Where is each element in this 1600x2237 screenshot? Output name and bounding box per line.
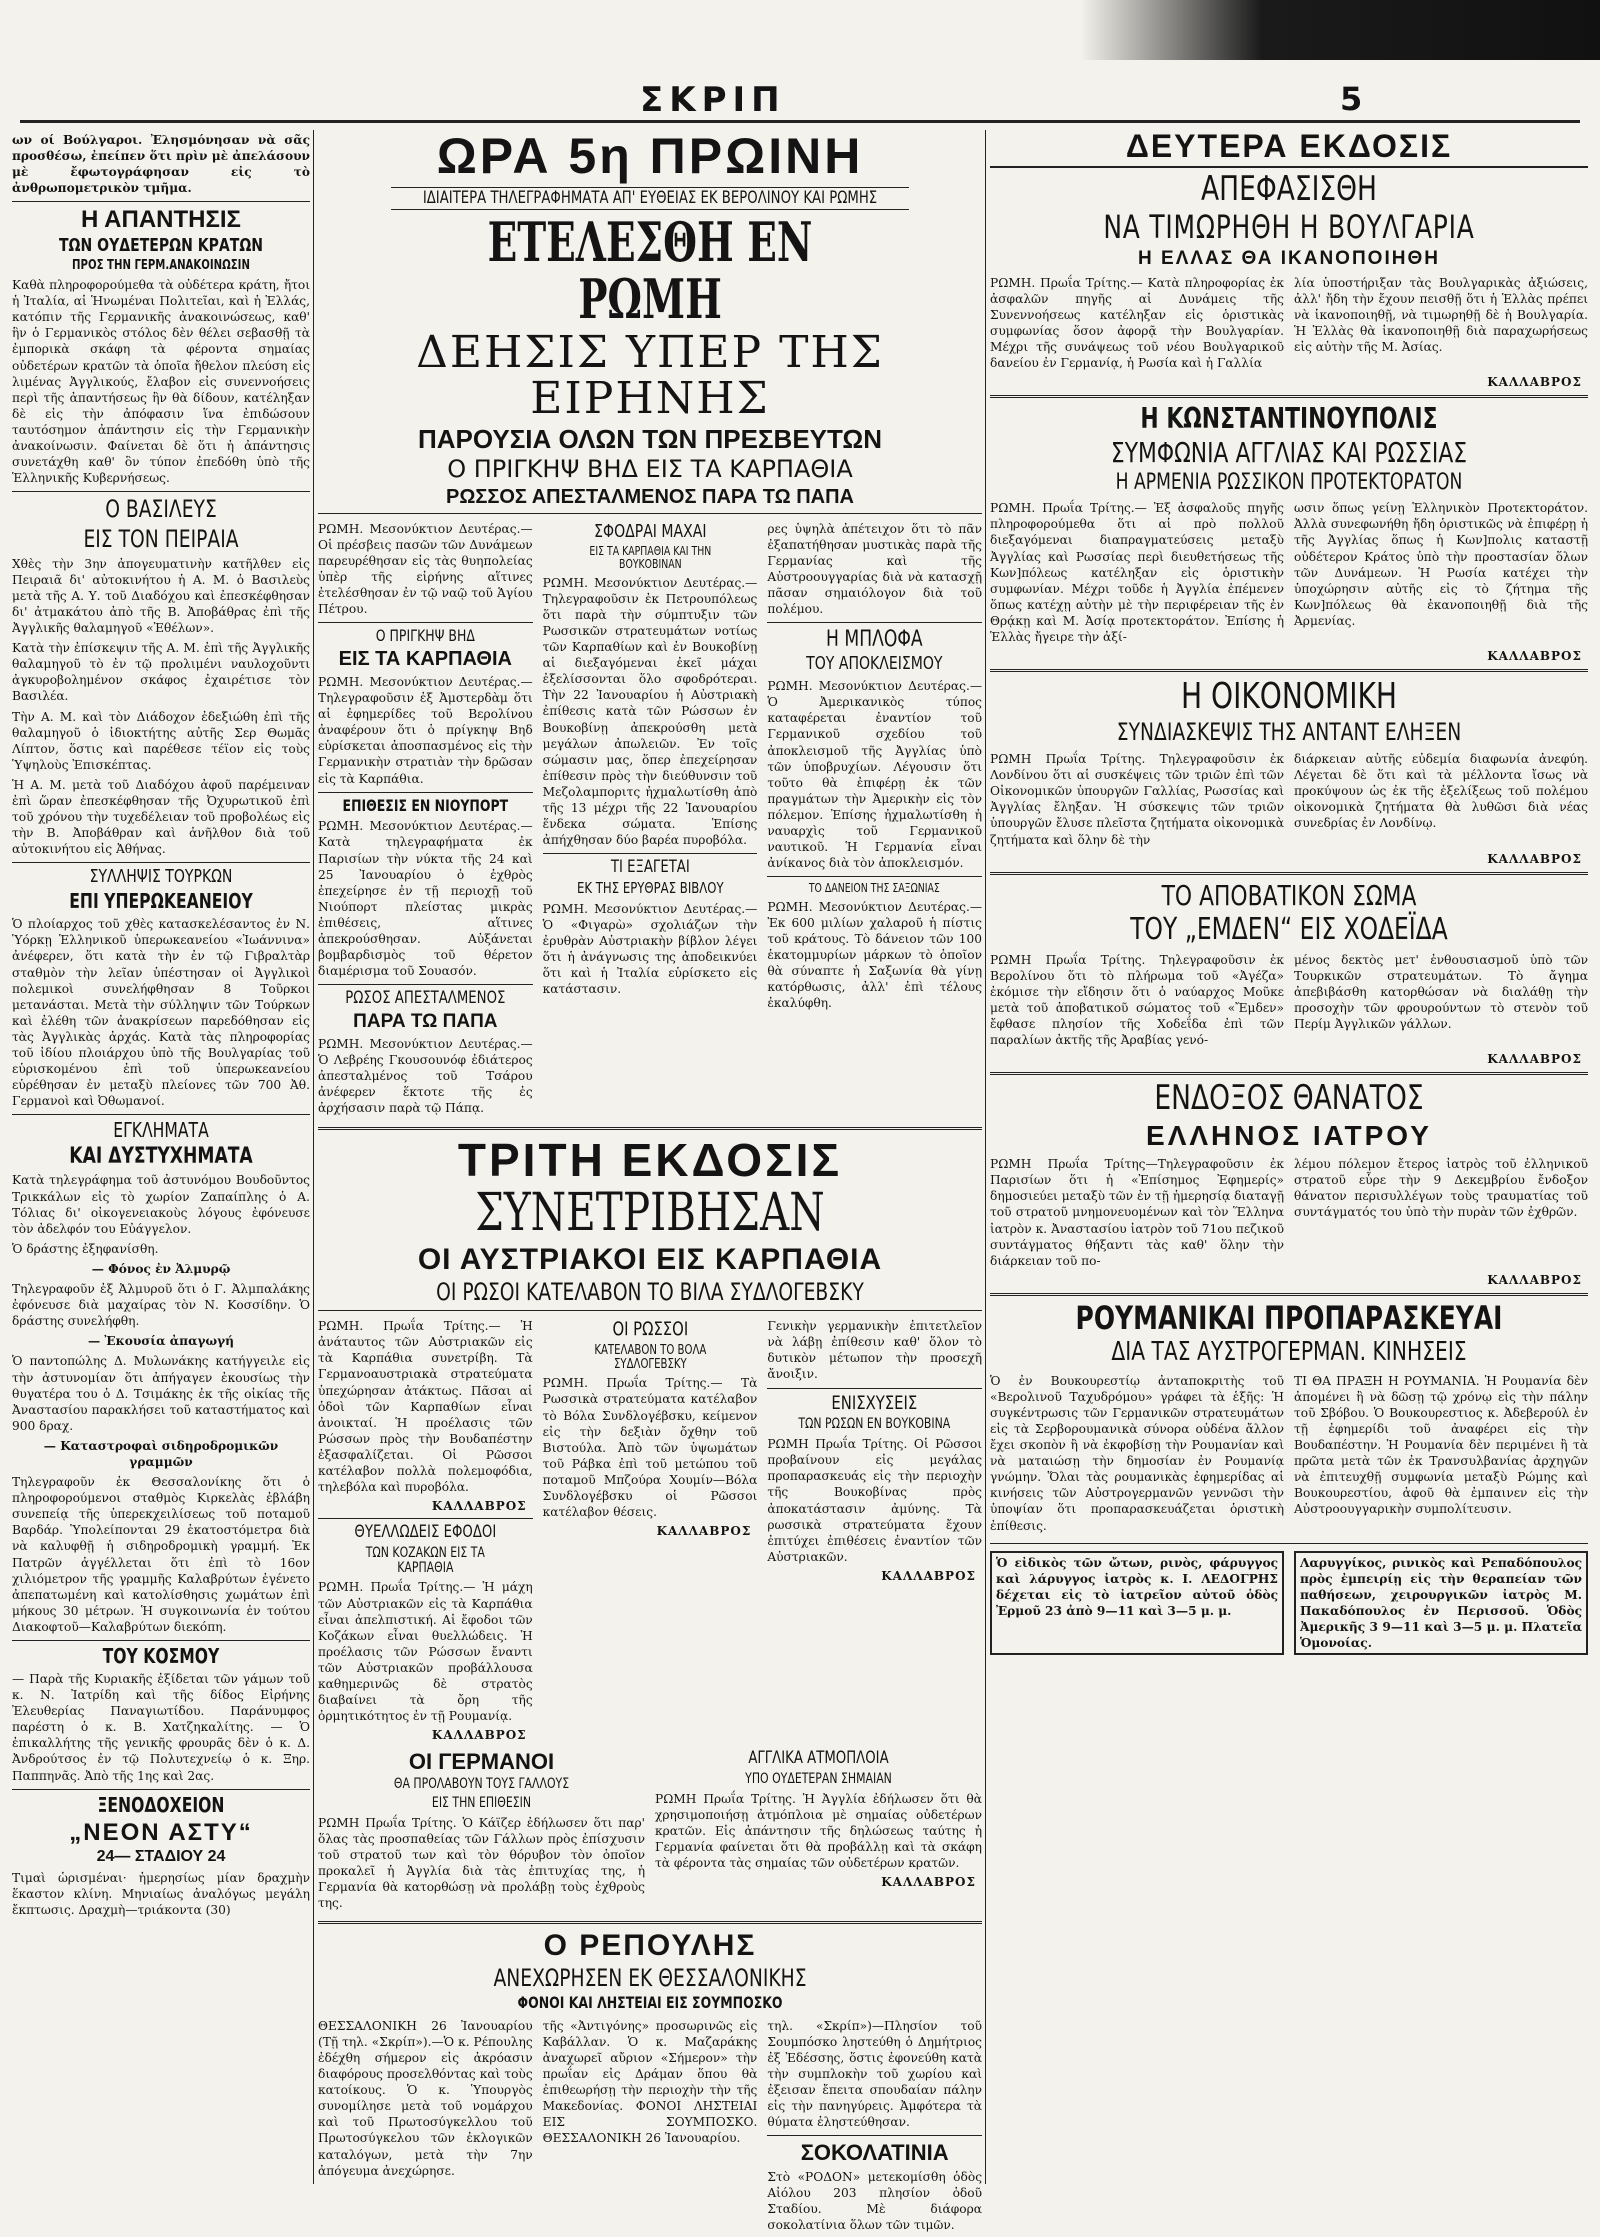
article-body: ΡΩΜΗ. Μεσονύκτιον Δευτέρας.— Κατὰ τηλεγραφήματα ἐκ Παρισίων τὴν νύκτα τῆς 24 καὶ 25 Ἰανουαρίου ὁ ἐχθρὸς ἐπεχείρησε ἐν τῇ περιοχῇ τοῦ Νιούπορτ πλείστας μικρὰς ἐπιθέσεις, αἵτινες ἀπεκρούσθησαν. Αὐξάνεται βομβαρδισμὸς τοῦ θέρετον διαμέρισμα τοῦ Σουασόν.: [318, 819, 533, 979]
divider: [990, 872, 1588, 875]
subheadline: ΤΩΝ ΚΟΖΑΚΩΝ ΕΙΣ ΤΑ ΚΑΡΠΑΘΙΑ: [365, 1545, 485, 1576]
masthead-rule: [20, 120, 1580, 123]
article-body: ΤΙ ΘΑ ΠΡΑΞΗ Η ΡΟΥΜΑΝΙΑ. Ἡ Ρουμανία δὲν ἀπομένει ἢ νὰ δῶσῃ τῷ χρόνῳ εἰς τὴν πάλην τοῦ Σβόβου. Ὁ Βουκουρεστιος κ. Ἀδεβερούλ ἐν τῇ ἐφημερίδι τοῦ ἀναφέρει εἰς τὴν Βουδαπέστην. Ἡ Ρουμανία δὲν περιμένει ἢ τὰ πρῶτα μετὰ τῶν ἐκ Τρανσυλβανίας ἀρχηγῶν νὰ ἐπιτευχθῇ συμφωνία μεταξὺ Ρώμης καὶ Βουκουρεστίου, ἀφοῦ θὰ ἐμπαινεν εἰς τὴν Αὐστροουγγαρικὴν συμπολίτευσιν.: [1294, 1373, 1588, 1517]
article-body: ΡΩΜΗ Πρωΐα Τρίτης. Τηλεγραφοῦσιν ἐκ Λονδίνου ὅτι αἱ συσκέψεις τῶν τριῶν ἐπὶ τῶν Οἰκονομικῶν ὑπουργῶν Γαλλίας, Ρωσσίας καὶ Ἀγγλίας ἔληξαν. Ἡ σύσκεψις τῶν τριῶν ὑπουργῶν ἔλυσε πλεῖστα ζητήματα οἰκονομικὰ ζητήματα καὶ ὅλην δὲ τὴν: [990, 752, 1284, 847]
article-body: τῆς «Ἀντιγόνης» προσωρινῶς εἰς Καβάλλαν. Ὁ κ. Μαζαράκης ἀναχωρεῖ αὔριον «Σήμερον» τὴν πρωΐαν εἰς Δράμαν ὅπου θὰ ἐπιθεωρήσῃ τὴν περιοχὴν τὴν τῆς Μακεδονίας. ΦΟΝΟΙ ΛΗΣΤΕΙΑΙ ΕΙΣ ΣΟΥΜΠΟΣΚΟ. ΘΕΣΣΑΛΟΝΙΚΗ 26 Ἰανουαρίου.: [542, 2018, 758, 2146]
divider: [767, 876, 982, 877]
article-body: Κατὰ τὴν ἐπίσκεψιν τῆς Α. Μ. ἐπὶ τῆς Ἀγγλικῆς θαλαμηγοῦ τὸ ἐν τῷ προλιμένι ναυλοχοῦντι ἀγκυροβολημένον σκάφος ἐχαιρέτισε τὸν Βασιλέα.: [12, 641, 310, 704]
column-divider: [985, 130, 986, 2184]
headline: ΤΟ ΔΑΝΕΙΟΝ ΤΗΣ ΣΑΞΩΝΙΑΣ: [809, 881, 941, 896]
article-row: [990, 498, 1588, 649]
byline: ΚΑΛΛΑΒΡΟΣ: [1487, 851, 1582, 866]
article-row: [990, 1154, 1588, 1273]
article-body: ΡΩΜΗ. Μεσονύκτιον Δευτέρας.— Ὁ Λεβρέης Γκουσουνόφ ἐδιάτερος ἀπεσταλμένος τοῦ Τσάρου ἀνέφερεν ἕκτοτε τῆς ἐς ἀρχήσασιν παρὰ τῷ Πάπᾳ.: [318, 1037, 533, 1116]
subheadline: ΕΠΙ ΥΠΕΡΩΚΕΑΝΕΙΟΥ: [69, 889, 253, 914]
subheadline: ΣΥΜΦΩΝΙΑ ΑΓΓΛΙΑΣ ΚΑΙ ΡΩΣΣΙΑΣ: [1110, 435, 1468, 469]
article-body: ΡΩΜΗ. Πρωΐα Τρίτης.— Ἡ ἀνάταυτος τῶν Αὐστριακῶν εἰς τὰ Καρπάθια συνετρίβη. Τὰ Γερμανοαυστριακὰ στρατεύματα ὑπεχώρησαν ἀτάκτως. Πᾶσαι αἱ ὁδοὶ τῶν Καρπαθίων εἶναι ἀνοικταί. Ἡ προέλασις τῶν Ρώσσων πρὸς τὴν Βουδαπέστην ἐξασφαλίζεται. Οἱ Ρῶσσοι κατέλαβον πολλὰ πολεμοφόδια, τηλεβόλα καὶ πυροβόλα.: [318, 1319, 533, 1495]
article-body: ΡΩΜΗ. Πρωΐα Τρίτης.— Ἡ μάχη τῶν Αὐστριακῶν εἰς τὰ Καρπάθια εἶναι ἀπελπιστική. Αἱ ἔφοδοι τῶν Κοζάκων εἶναι θυελλώδεις. Ἡ προέλασις τῶν Ρώσσων ἔναντι τῶν Αὐστριακῶν προβάλλουσα καθημερινῶς δὲ στρατὸς διαβαίνει τὰ ὄρη τῆς ὀρμητικότητος ἐν τῇ Ρουμανίᾳ.: [318, 1580, 533, 1724]
ad-box: Λαρυγγίκος, ρινικὸς καὶ Ρεπαδόπουλος πρὸς ἐμπειρίῃ εἰς τὴν θεραπείαν τῶν παθήσεων, χειρουργικῶν ἰατρὸς Μ. Πακαδόπουλος ἐν Περισσοῦ. Ὁδὸς Ἀμερικῆς 3 9—11 καὶ 3—5 μ. μ. Πλατεῖα Ὁμονοίας.: [1294, 1551, 1588, 1656]
article-body: ΡΩΜΗ Πρωΐα Τρίτης. Ὁ Κάϊζερ ἐδήλωσεν ὅτι παρ' ὅλας τὰς προσπαθείας τῶν Γάλλων πρὸς ἐπίσχυσιν τοῦ στρατοῦ των καὶ τὸν θόρυβον τὸν ὁποῖον προκαλεῖ ἡ Ἀγγλία διὰ τὰς ἐπιτυχίας της, ἡ Γερμανία θὰ κατορθώσῃ νὰ προλάβῃ τοὺς ἐχθροὺς της.: [318, 1815, 645, 1911]
article-column: [767, 1316, 982, 1746]
article-row: [318, 2016, 982, 2237]
article-body: ΡΩΜΗ. Πρωΐα Τρίτης.— Κατὰ πληροφορίας ἐκ ἀσφαλῶν πηγῆς αἱ Δυνάμεις τῆς Συνεννοήσεως κατέληξαν εἰς ὁριστικὰς συμφωνίας ὅσον ἀφορᾷ τὴν Βουλγαρίαν. Μέχρι τῆς συνάψεως τοῦ νέου Βουλγαρικοῦ δανείου ἐν Γερμανίᾳ, ἡ Ρωσία καὶ ἡ Γαλλία: [990, 275, 1284, 371]
headline: Η ΑΠΑΝΤΗΣΙΣ: [81, 206, 241, 234]
edition-headline: ΩΡΑ 5η ΠΡΩΙΝΗ: [436, 128, 864, 184]
subheadline: ΕΛΛΗΝΟΣ ΙΑΤΡΟΥ: [1146, 1119, 1432, 1151]
ad-address: 24— ΣΤΑΔΙΟΥ 24: [96, 1847, 226, 1865]
headline: ΤΟΥ ΚΟΣΜΟΥ: [102, 1644, 220, 1669]
ad-hotel-name: „ΝΕΟΝ ΑΣΤΥ“: [69, 1818, 253, 1846]
headline: ΟΙ ΓΕΡΜΑΝΟΙ: [408, 1749, 555, 1775]
article-body: — Παρὰ τῆς Κυριακῆς ἐξίδεται τῶν γάμων τοῦ κ. Ν. Ἰατρίδη καὶ τῆς δίδος Εἰρήνης Ἐλευθερίας Παναγιωτίδου. Παράνυμφος παρέστη ὁ κ. Β. Χατζηκαλίτης. — Ὁ ἐπικαλλήτης τῆς γενικῆς φρουρᾶς δὲν ὁ κ. Δ. Ἀνδρούτσος ἐν τῷ Πολυτεχνείῳ ὁ κ. Ξηρ. Παππηνᾶς. Ἀπὸ τῆς 1ης καὶ 2ας.: [12, 1672, 310, 1783]
headline: ΔΕΗΣΙΣ ΥΠΕΡ ΤΗΣ ΕΙΡΗΝΗΣ: [416, 326, 884, 424]
article-body: ΘΕΣΣΑΛΟΝΙΚΗ 26 Ἰανουαρίου (Τῇ τηλ. «Σκρίπ»).—Ὁ κ. Ρέπουλης ἐδέχθη σήμερον εἰς ἀκρόασιν διαφόρους προσελθόντας καὶ τοὺς κατοίκους. Ὁ κ. Ὑπουργὸς συνομίλησε μετὰ τοῦ νομάρχου καὶ τοῦ Πρωτοσύγκελλου τοῦ Πρωτοσύγκελου τῶν ἐκλογικῶν καταλόγων, μετὰ τὴν 7ην ἀπόγευμα ἀνεχώρησε.: [318, 2018, 533, 2178]
divider: [990, 395, 1588, 398]
subheadline: ΘΑ ΠΡΟΛΑΒΟΥΝ ΤΟΥΣ ΓΑΛΛΟΥΣ: [393, 1776, 570, 1793]
headline: Ο ΡΕΠΟΥΛΗΣ: [543, 1929, 757, 1963]
divider: [767, 1388, 982, 1389]
article-body: ρες ὑψηλὰ ἀπέτειχον ὅτι τὸ πᾶν ἐξαπατήθησαν μυστικὰς παρὰ τῆς Γερμανίας καὶ τῆς Αὐστροουγγαρίας διὰ νὰ κατασχῇ πᾶσαν σημαιόλογον διὰ τοῦ πολέμου.: [767, 521, 983, 617]
subheadline: ΠΡΟΣ ΤΗΝ ΓΕΡΜ.ΑΝΑΚΟΙΝΩΣΙΝ: [72, 258, 250, 274]
subheadline: Η ΕΛΛΑΣ ΘΑ ΙΚΑΝΟΠΟΙΗΘΗ: [1138, 247, 1440, 269]
divider: [990, 1293, 1588, 1296]
headline: ΕΤΕΛΕΣΘΗ ΕΝ ΡΩΜΗ: [487, 210, 813, 332]
article-body: Τὴν Α. Μ. καὶ τὸν Διάδοχον ἐδεξιώθη ἐπὶ τῆς θαλαμηγοῦ ὁ ἰδιοκτήτης αὐτῆς Σερ Θωμᾶς Λίπτον, ὅστις καὶ παρέθεσε τέϊον εἰς τοὺς Ὑψηλοὺς Ἐπισκέπτας.: [12, 709, 310, 772]
subheadline: Η ΑΡΜΕΝΙΑ ΡΩΣΣΙΚΟΝ ΠΡΟΤΕΚΤΟΡΑΤΟΝ: [1115, 470, 1463, 496]
scan-dark-edge: [1080, 0, 1600, 60]
byline: ΚΑΛΛΑΒΡΟΣ: [881, 1568, 977, 1583]
article-body: ΡΩΜΗ. Μεσονύκτιον Δευτέρας.— Ἐκ 600 μιλίων χαλαροῦ ἡ πίστις τοῦ κράτους. Τὸ δάνειον τῶν 100 ἑκατομμυρίων μάρκων τὸ ὁποῖον θὰ σύναπτε ἡ Σαξωνία θὰ γίνῃ κατόρθωσις, ἀλλ' ἐπὶ τέλους ἐκαλύφθη.: [767, 899, 983, 1011]
intro-paragraph: ων οί Βούλγαροι. Ἐλησμόνησαν νὰ σᾶς προσθέσω, ἐπείπεν ὅτι πρὶν μὲ ἀπελάσουν μὲ ἔφωτογράφησαν εἰς τὸ ἀνθρωπομετρικὸν τμῆμα.: [12, 133, 310, 196]
divider: [12, 1640, 310, 1641]
center-column: [318, 128, 983, 2232]
right-column: [990, 130, 1588, 2184]
divider: [12, 1114, 310, 1115]
divider: [12, 491, 310, 492]
subheadline: ΤΟΥ „ΕΜΔΕΝ“ ΕΙΣ ΧΟΔΕΪΔΑ: [1130, 912, 1448, 948]
subheadline: ΤΟΥ ΑΠΟΚΛΕΙΣΜΟΥ: [806, 653, 943, 675]
article-body: λία ὑποστήριξαν τὰς Βουλγαρικὰς ἀξιώσεις, ἀλλ' ἤδη τὴν ἔχουν πεισθῇ ὅτι ἡ Ἑλλὰς πρέπει νὰ ἱκανοποιηθῇ, νὰ τιμωρηθῇ δὲ ἡ Βουλγαρία. Ἡ Ἑλλὰς θὰ ἱκανοποιηθῇ διὰ παραχωρήσεως εἰς αὐτὴν τῆς Μ. Ἀσίας.: [1294, 275, 1588, 355]
ad-body: Στὸ «ΡΟΔΟΝ» μετεκομίσθη ὁδὸς Αἰόλου 203 πλησίον ὁδοῦ Σταδίου. Μὲ διάφορα σοκολατίνια ὅλων τῶν τιμῶν.: [767, 2169, 983, 2232]
headline: ΕΝΔΟΞΟΣ ΘΑΝΑΤΟΣ: [1154, 1078, 1424, 1119]
article-body: Ὁ δράστης ἐξηφανίσθη.: [12, 1241, 159, 1256]
byline: ΚΑΛΛΑΒΡΟΣ: [1487, 649, 1582, 664]
ad-box: Ὁ εἰδικὸς τῶν ὤτων, ρινὸς, φάρυγγος καὶ λάρυγγος ἰατρὸς κ. Ι. ΛΕΔΟΓΡΗΣ δέχεται εἰς τὸ ἰατρεῖον αὐτοῦ ὁδὸς Ἐρμοῦ 23 ἀπὸ 9—11 καὶ 3—5 μ. μ.: [990, 1551, 1284, 1656]
article-body: ΡΩΜΗ. Μεσονύκτιον Δευτέρας.— Τηλεγραφοῦσιν ἐκ Πετρουπόλεως ὅτι παρὰ τὴν σύμπτυξιν τῶν Ρωσσικῶν στρατευμάτων νοτίως τῶν Καρπαθίων καὶ ἐν Βουκοβίνῃ αἱ διεξαγόμεναι ἐκεῖ μάχαι ἐξελίσσονται ὅλο σφοδρότεραι. Τὴν 22 Ἰανουαρίου ἡ Αὐστριακὴ ἐπίθεσις κατὰ τῶν Ρώσσων ἐν Βουκοβίνῃ ἀπεκρούσθη μετὰ μεγάλων ἀπωλειῶν. Ἐν τοῖς σώμασιν μας, ὅπερ ἐπεχείρησαν ἐπίθεσιν πρὸς τὴν διεύθυνσιν τοῦ Μεζολαμποριτς ἠχμαλωτίσθη ἀπὸ τῆς 13 μέχρι τῆς 22 Ἰανουαρίου ἕνδεκα σώματα. Ἐπίσης ἀπήχθησαν δύο βαρέα πυροβόλα.: [542, 575, 758, 848]
article-body: ΡΩΜΗ. Μεσονύκτιον Δευτέρας.— Ὁ «Φιγαρὼ» σχολιάζων τὴν ἐρυθρὰν Αὐστριακὴν βίβλον λέγει ὅτι ἡ ἀνάγνωσις της ἀποδεικνύει ὅτι καὶ ἡ Ἰταλία εὑρίσκετο εἰς κατάστασιν.: [542, 901, 758, 997]
article-body: ΡΩΜΗ Πρωΐα Τρίτης. Τηλεγραφοῦσιν ἐκ Βερολίνου ὅτι τὸ πλήρωμα τοῦ «Ἀγέζα» ἐκόμισε τὴν εἴδησιν ὅτι ὁ ναύαρχος Μοῦκε μετὰ τοῦ ἀποβατικοῦ σώματος τοῦ «Ἔμδεν» ἔφθασε πλησίον τῆς Χοδεΐδα ἐπὶ τῶν παραλίων ἀκτῆς τῆς Ἀραβίας γενό-: [990, 952, 1284, 1047]
article-column: [318, 519, 533, 1121]
divider: [318, 513, 982, 514]
subheadline: ΕΙΣ ΤΟΝ ΠΕΙΡΑΙΑ: [83, 524, 239, 553]
byline: ΚΑΛΛΑΒΡΟΣ: [1487, 1052, 1582, 1067]
page-number: 5: [1340, 80, 1363, 118]
section-head: — Καταστροφαὶ σιδηροδρομικῶν γραμμῶν: [43, 1438, 279, 1469]
article-body: ΡΩΜΗ Πρωΐα Τρίτης. Ἡ Ἀγγλία ἐδήλωσεν ὅτι θὰ χρησιμοποιήσῃ ἀτμόπλοια μὲ σημαίας οὐδετέρων κρατῶν. Εἰς ἀπάντησιν τῆς δηλώσεως ταύτης ἡ Γερμανία φαίνεται ὅτι θὰ προβάλλῃ καὶ τὰ σκάφη τὰ φέροντα τὰς σημαίας τῶν οὐδετέρων κρατῶν.: [655, 1791, 982, 1871]
subheadline: Ο ΠΡΙΓΚΗΨ ΒΗΔ ΕΙΣ ΤΑ ΚΑΡΠΑΘΙΑ: [447, 455, 853, 484]
article-body: ωσιν ὅπως γείνῃ Ἑλληνικὸν Προτεκτοράτον. Ἀλλὰ συνεφωνήθη ἤδη ὁριστικῶς νὰ ἐπιφέρῃ ἡ τῆς Ἀγγλίας ὅπως ἡ Κων]πολις καταστῇ οὐδέτερον Κράτος ὑπὸ τὴν προστασίαν ὅλων τῶν Δυνάμεων. Ἡ Ρωσία κατέχει τὴν ὑποχώρησιν αὐτῆς εἰς τὸ ζήτημα τῆς Κων]πόλεως θὰ ἐκανοποιηθῇ διὰ τῆς Ἀρμενίας.: [1294, 501, 1588, 628]
divider: [990, 1072, 1588, 1075]
divider: [318, 984, 533, 985]
byline: ΚΑΛΛΑΒΡΟΣ: [1487, 1272, 1582, 1287]
article-body: Τηλεγραφοῦν ἐκ Θεσσαλονίκης ὅτι ὁ πληροφορούμενοι σταθμὸς Κιρκελὰς ἐβλάβη συνεπείᾳ τῆς ὑπερεκχειλίσεως τοῦ ποταμοῦ Βαρδάρ. Ὑπολείπονται 29 ἑκατοστόμετρα διὰ νὰ καλυφθῇ ἡ σιδηροδρομικὴ γραμμή. Ἐκ Πατρῶν ἀγγέλλεται ὅτι ἐπὶ τὸ 16ον χιλιόμετρον τῆς γραμμῆς Καλαβρύτων ἐγένετο ἀπεπατωμένη καὶ κατολίσθησις χωμάτων ἐπὶ μήκους 30 μέτρων. Ἡ συγκοινωνία ἐν τούτου Διακοφτοῦ—Καλαβρύτων διεκόπη.: [12, 1475, 310, 1634]
byline: ΚΑΛΛΑΒΡΟΣ: [431, 1728, 527, 1743]
subheadline: ΟΙ ΑΥΣΤΡΙΑΚΟΙ ΕΙΣ ΚΑΡΠΑΘΙΑ: [417, 1243, 883, 1277]
divider: [767, 622, 982, 623]
headline: ΤΙ ΕΞΑΓΕΤΑΙ: [610, 857, 690, 878]
article-column: [543, 519, 758, 1121]
article-body: Τηλεγραφοῦν ἐξ Ἀλμυροῦ ὅτι ὁ Γ. Ἀλμπαλάκης ἐφόνευσε διὰ μαχαίρας τὸν Ν. Κοσσίδην. Ὁ δράστης συνελήφθη.: [12, 1282, 310, 1329]
article-body: ΡΩΜΗ. Μεσονύκτιον Δευτέρας.— Τηλεγραφοῦσιν ἐξ Ἀμστερδὰμ ὅτι αἱ ἐφημερίδες τοῦ Βερολίνου ἀναφέρουν ὅτι ὁ πρίγκηψ Βηδ εὑρίσκεται ἀποσπασμένος εἰς τὴν Γερμανικὴν στρατιὰν τὴν δρῶσαν εἰς τὰ Καρπάθια.: [318, 674, 533, 786]
headline: ΑΠΕΦΑΣΙΣΘΗ: [1200, 168, 1378, 209]
article-body: ΡΩΜΗ. Πρωΐα Τρίτης.— Ἐξ ἀσφαλοῦς πηγῆς πληροφορούμεθα ὅτι αἱ πρὸ πολλοῦ διεξαγόμεναι διαπραγματεύσεις μεταξὺ Ἀγγλίας καὶ Ρωσσίας περὶ διευθετήσεως τῆς Κων]πόλεως κατέληξαν εἰς ὁριστικὴν συμφωνίαν. Μέχρι τοῦδε ἡ Ἀγγλία ἐπέμενεν ὅπως κατέχῃ αὐτὴν μὲ τὴν περιφέρειαν τῆς ἐν Θρᾴκῃ καὶ Μ. Ἀσίᾳ προτεκτοράτον. Ἐπίσης ἡ Ἑλλὰς ἤγειρε τὴν ἀξί-: [990, 501, 1284, 644]
subheadline: ΕΚ ΤΗΣ ΕΡΥΘΡΑΣ ΒΙΒΛΟΥ: [576, 879, 724, 898]
article-row: [990, 749, 1588, 852]
article-row: [990, 273, 1588, 376]
article-body: Ὁ πλοίαρχος τοῦ χθὲς κατασκελέσαντος ἐν Ν. Ὑόρκῃ Ἑλληνικοῦ ὑπερωκεανείου «Ἰωάννινα» ἀνέφερεν, ὅτι κατὰ τὴν ἐν τῷ Γιβραλτὰρ σταθμὸν τὴν λεῖαν ὑπέστησαν οἱ Ἀγγλικοὶ πολεμικοὶ συνελήφθησαν 8 Τοῦρκοι μετανάσται. Μετὰ τὴν σύλληψιν τῶν Τούρκων καὶ ἐλέθη τῶν ἀνακρίσεων παρεδόθησαν εἰς τὰς Ἀγγλικὰς ἀρχάς. Κατὰ τὰς πληροφορίας τοῦ ἰδίου πλοιάρχου ὑπὸ τῆς Βουλγαρίας τοῦ εὑρισκομένου ἐπὶ τοῦ ὑπερωκεανείου εὑρέθησαν ἐν μεταξὺ πλείονες τῶν 700 Ἀθ. Γερμανοὶ καὶ Ὀθωμανοί.: [12, 917, 310, 1109]
article-row: [318, 1316, 982, 1746]
article-body: Γενικὴν γερμανικὴν ἐπιτετλεῖον νὰ λάβῃ ἐπίθεσιν καθ' ὅλον τὸ δυτικὸν μέτωπον τὴν προσεχῆ ἄνοιξιν.: [767, 1319, 983, 1382]
article-column: [543, 1316, 758, 1746]
headline: ΝΑ ΤΙΜΩΡΗΘΗ Η ΒΟΥΛΓΑΡΙΑ: [1103, 208, 1475, 247]
headline: ΣΦΟΔΡΑΙ ΜΑΧΑΙ: [593, 520, 707, 542]
section-head: — Ἐκουσία ἀπαγωγή: [87, 1334, 235, 1349]
headline: ΤΟ ΑΠΟΒΑΤΙΚΟΝ ΣΩΜΑ: [1161, 878, 1417, 912]
article-row: [318, 1746, 982, 1915]
section-head: — Φόνος ἐν Ἀλμυρῷ: [91, 1261, 231, 1276]
headline: ΕΝΙΣΧΥΣΕΙΣ: [831, 1391, 918, 1414]
article-body: ΡΩΜΗ Πρωΐα Τρίτης—Τηλεγραφοῦσιν ἐκ Παρισίων ὅτι ἡ «Ἐπίσημος Ἐφημερίς» δημοσιεύει μεταξὺ τῶν ἐν τῇ ἡμερησίᾳ διαταγῇ τοῦ στρατοῦ μνημονευομένων καὶ τὸν Ἕλληνα ἰατρὸν κ. Ἀναστασίου ἰατρὸν τοῦ 71ου πεζικοῦ συντάγματος θήξαντι τὰς καθ' ὅλην τὴν διάρκειαν τοῦ πο-: [990, 1157, 1284, 1268]
article-body: λέμου πόλεμον ἔτερος ἰατρὸς τοῦ ἐλληνικοῦ στρατοῦ εὗρε τὴν 9 Δεκεμβρίου ἔνδοξον θάνατον περισυλλέγων τοὺς τραυματίας τοῦ συντάγματός του ὑπὸ τὴν πυρὰν τῶν ἐχθρῶν.: [1294, 1157, 1588, 1220]
ad-headline: ΣΟΚΟΛΑΤΙΝΙΑ: [800, 2140, 949, 2166]
byline: ΚΑΛΛΑΒΡΟΣ: [656, 1524, 752, 1539]
divider: [318, 1127, 982, 1130]
divider: [318, 1310, 982, 1311]
article-body: διάρκειαν αὐτῆς εὐδεμία διαφωνία ἀνεφύη. Λέγεται δὲ ὅτι καὶ τὰ μέλλοντα ἴσως νὰ προκύψουν ὡς ἐκ τῆς ἐξελίξεως τοῦ πολέμου οἰκονομικὰ ζητήματα θὰ λυθῶσι διὰ νέας συνεδρίας ἐν Λονδίνῳ.: [1294, 752, 1588, 831]
article-row: [318, 519, 982, 1121]
edition-subtitle: ΙΔΙΑΙΤΕΡΑ ΤΗΛΕΓΡΑΦΗΜΑΤΑ ΑΠ' ΕΥΘΕΙΑΣ ΕΚ ΒΕΡΟΛΙΝΟΥ ΚΑΙ ΡΩΜΗΣ: [391, 187, 909, 211]
byline: ΚΑΛΛΑΒΡΟΣ: [881, 1875, 976, 1890]
headline: ΣΥΛΛΗΨΙΣ ΤΟΥΡΚΩΝ: [89, 866, 233, 888]
article-column: [318, 1316, 533, 1746]
newspaper-title: ΣΚΡΙΠ: [640, 80, 786, 120]
ad-row: [990, 1549, 1588, 1660]
subheadline: ΕΙΣ ΤΗΝ ΕΠΙΘΕΣΙΝ: [431, 1795, 532, 1812]
headline: Η ΟΙΚΟΝΟΜΙΚΗ: [1180, 676, 1398, 718]
column-divider: [313, 130, 314, 2184]
edition-headline: ΤΡΙΤΗ ΕΚΔΟΣΙΣ: [457, 1133, 843, 1186]
divider: [318, 622, 533, 623]
edition-headline: ΔΕΥΤΕΡΑ ΕΚΔΟΣΙΣ: [990, 130, 1588, 168]
article-body: ΡΩΜΗ Πρωΐα Τρίτης. Οἱ Ρῶσσοι προβαίνουν εἰς μεγάλας προπαρασκευάς εἰς τὴν περιοχὴν τῆς Βουκοβίνας πρὸς ἀποκατάστασιν ἀμύνης. Τὰ ρωσσικὰ στρατεύματα ἔχουν ἐπιτύχει ἐπιθέσεις ἐναντίον τῶν Αὐστριακῶν.: [767, 1437, 983, 1564]
headline: ΡΟΥΜΑΝΙΚΑΙ ΠΡΟΠΑΡΑΣΚΕΥΑΙ: [1075, 1298, 1503, 1337]
article-column: [318, 1746, 645, 1915]
headline: Η ΜΠΛΟΦΑ: [826, 627, 923, 653]
article-row: [990, 950, 1588, 1053]
divider: [12, 201, 310, 202]
subheadline: ΤΩΝ ΡΩΣΩΝ ΕΝ ΒΟΥΚΟΒΙΝΑ: [798, 1416, 951, 1433]
article-column: [318, 2016, 533, 2237]
headline: Ο ΠΡΙΓΚΗΨ ΒΗΔ: [375, 626, 475, 646]
masthead: [0, 78, 1600, 134]
article-body: Χθὲς τὴν 3ην ἀπογευματινὴν κατῆλθεν εἰς Πειραιᾶ δι' αὐτοκινήτου ἡ Α. Μ. ὁ Βασιλεὺς μετὰ τῆς Α. Υ. τοῦ Διαδόχου καὶ ἐπεσκέφθησαν δι' ἀτμακάτου ἀπὸ τῆς Β. Ἀποβάθρας ἐπὶ τῆς Ἀγγλικῆς θαλαμηγοῦ «Ἐθέλων».: [12, 556, 310, 636]
article-body: ΡΩΜΗ. Πρωΐα Τρίτης.— Τὰ Ρωσσικὰ στρατεύματα κατέλαβον τὸ Βόλα Συνδλογέβσκυ, κείμενον εἰς τὴν δεξιὰν ὄχθην τοῦ Βιστούλα. Ἀπὸ τῶν ὑψωμάτων τοῦ Ράβκα ἐπὶ τοῦ μετώπου τοῦ ποταμοῦ Μπζούρα Χουμίν—Βόλα Συνδλογέβσκυ οἱ Ρῶσσοι κατέλαβον θέσεις.: [542, 1376, 758, 1520]
article-body: μένος δεκτὸς μετ' ἐνθουσιασμοῦ ὑπὸ τῶν Τουρκικῶν στρατευμάτων. Τὸ ἄγημα ἀπεβιβάσθη κατορθώσαν νὰ διαλάθῃ τὴν προσοχὴν τῶν φρουρούντων τὸ στενὸν τοῦ Περίμ Ἀγγλικῶν γάλλων.: [1294, 952, 1588, 1031]
subheadline: ΕΙΣ ΤΑ ΚΑΡΠΑΘΙΑ ΚΑΙ ΤΗΝ ΒΟΥΚΟΒΙΝΑΝ: [589, 544, 711, 572]
headline: ΣΥΝΕΤΡΙΒΗΣΑΝ: [475, 1182, 825, 1243]
byline: ΚΑΛΛΑΒΡΟΣ: [1487, 375, 1582, 390]
article-body: Ἡ Α. Μ. μετὰ τοῦ Διαδόχου ἀφοῦ παρέμειναν ἐπὶ ὥραν ἐπεσκέφθησαν τῆς Ὀχυρωτικοῦ ἐπὶ τοῦ χρόνου τὴν τυχεδέλειαν τοῦ προβολέως εἰς τὴν Β. Ἀποβάθραν καὶ ἀνῆλθον διὰ τοῦ αὐτοκινήτου εἰς Ἀθήνας.: [12, 777, 310, 857]
divider: [767, 2135, 982, 2136]
divider: [990, 1543, 1588, 1544]
article-body: τηλ. «Σκρίπ»)—Πλησίον τοῦ Σουμπόσκο ληστεύθη ὁ Δημήτριος ἐξ Ἐδέσσης, ὅστις ἐφονεύθη κατὰ τὴν συμπλοκὴν τοῦ χωρίου καὶ ἐξεισαν ἔπειτα σπουδαίαν πάλην εἰς τὴν πανηγύρεις. Ἀμφότερα τὰ θύματα ἐληστεύθησαν.: [767, 2018, 983, 2130]
subheadline: ΡΩΣΣΟΣ ΑΠΕΣΤΑΛΜΕΝΟΣ ΠΑΡΑ ΤΩ ΠΑΠΑ: [445, 485, 855, 508]
article-column: [543, 2016, 758, 2237]
headline: Η ΚΩΝΣΤΑΝΤΙΝΟΥΠΟΛΙΣ: [1140, 402, 1438, 436]
divider: [318, 1518, 533, 1519]
article-body: Καθὰ πληροφορούμεθα τὰ οὐδέτερα κράτη, ἤτοι ἡ Ἰταλία, αἱ Ἡνωμέναι Πολιτεῖαι, καὶ ἡ Ἑλλάς, κατόπιν τῆς Γερμανικῆς ἀνακοινώσεως, καθ' ἣν ὁ Γερμανικὸς στόλος δὲν θέλει σεβασθῇ τὰ ἐμπορικὰ σκάφη τὰ φέροντα σημαίας οὐδετέρων κρατῶν τὰ ὁποῖα ἤθελον πλεύση εἰς λιμένας Ἀγγλικούς, ἔλαβον εἰς συνεννοήσεις περὶ τῆς ἀπαντήσεως ἣν θὰ δίδουν, κατέληξαν δὲ εἰς τὴν ἀπόφασιν ἵνα ἐπιδώσουν ταυτόσημον ἀπάντησιν εἰς τὴν Γερμανικὴν ἀνακοίνωσιν. Φαίνεται δὲ ὅτι ἡ ἀπάντησις συνετάχθη καθ' ὃν τύπον ἐπεδόθη ὑπὸ τῆς Ἑλληνικῆς Κυβερνήσεως.: [12, 278, 310, 486]
ad-headline: ΞΕΝΟΔΟΧΕΙΟΝ: [97, 1792, 225, 1817]
divider: [12, 1789, 310, 1790]
headline: ΡΩΣΟΣ ΑΠΕΣΤΑΛΜΕΝΟΣ: [345, 988, 506, 1009]
article-body: ΡΩΜΗ. Μεσονύκτιον Δευτέρας.— Οἱ πρέσβεις πασῶν τῶν Δυνάμεων παρευρέθησαν εἰς τὰς θυηπολείας ὑπὲρ τῆς εἰρήνης αἵτινες ἐτελέσθησαν ἐν τῷ ναῷ τοῦ Ἁγίου Πέτρου.: [318, 521, 533, 617]
subheadline: ΤΩΝ ΟΥΔΕΤΕΡΩΝ ΚΡΑΤΩΝ: [58, 234, 264, 256]
headline: ΑΓΓΛΙΚΑ ΑΤΜΟΠΛΟΙΑ: [748, 1748, 889, 1769]
subheadline: ΣΥΝΔΙΑΣΚΕΨΙΣ ΤΗΣ ΑΝΤΑΝΤ ΕΛΗΞΕΝ: [1116, 717, 1462, 746]
headline: Ο ΒΑΣΙΛΕΥΣ: [105, 495, 217, 524]
left-column: [12, 130, 310, 2184]
article-body: Ὁ παντοπώλης Δ. Μυλωνάκης κατήγγειλε εἰς τὴν ἀστυνομίαν ὅτι ἀπήγαγεν ἐκουσίως τὴν θυγατέρα του ὁ Δ. Τσιμάκης ἐκ τῆς οἰκίας τῆς Ἀναστασίου παρακλήσει τοῦ καταστήματος καὶ 900 δραχ.: [12, 1354, 310, 1433]
headline: ΕΓΚΛΗΜΑΤΑ: [113, 1118, 209, 1143]
ad-body: Τιμαὶ ὡρισμέναι· ἡμερησίως μίαν δραχμὴν ἕκαστον κλίνη. Μηνιαίως ἀναλόγως μεγάλη ἔκπτωσις. Δραχμὴ—τριάκοντα (30): [12, 1870, 310, 1917]
divider: [990, 669, 1588, 672]
article-row: [990, 1371, 1588, 1538]
article-body: ΡΩΜΗ. Μεσονύκτιον Δευτέρας.— Ὁ Ἀμερικανικὸς τύπος καταφέρεται ἐναντίον τοῦ Γερμανικοῦ σχεδίου τοῦ ἀποκλεισμοῦ τῆς Ἀγγλίας ὑπὸ τῶν ὑποβρυχίων. Λέγουσιν ὅτι τοῦτο θὰ ἐπιφέρῃ ἐκ τῶν πραγμάτων τὴν Ἀμερικὴν εἰς τὸν πόλεμον. Ἐπίσης ἠχμαλωτίσθη ἡ ναυαρχὶς τοῦ Γερμανικοῦ ναυτικοῦ. Ἡ Γερμανία εἶναι ἀνίκανος διὰ τὸν ἀποκλεισμόν.: [767, 679, 983, 871]
headline: ΘΥΕΛΛΩΔΕΙΣ ΕΦΟΔΟΙ: [354, 1522, 497, 1543]
subheadline: ΕΙΣ ΤΑ ΚΑΡΠΑΘΙΑ: [338, 647, 512, 670]
divider: [12, 862, 310, 863]
subheadline: ΥΠΟ ΟΥΔΕΤΕΡΑΝ ΣΗΜΑΙΑΝ: [745, 1771, 892, 1788]
subheadline: ΚΑΤΕΛΑΒΟΝ ΤΟ ΒΟΛΑ ΣΥΔΛΟΓΕΒΣΚΥ: [594, 1343, 707, 1372]
subheadline: ΚΑΙ ΔΥΣΤΥΧΗΜΑΤΑ: [69, 1144, 253, 1170]
headline: ΟΙ ΡΩΣΣΟΙ: [612, 1318, 688, 1341]
article-column: [767, 2016, 982, 2237]
divider: [318, 1921, 982, 1924]
subheadline: ΟΙ ΡΩΣΟΙ ΚΑΤΕΛΑΒΟΝ ΤΟ ΒΙΛΑ ΣΥΔΛΟΓΕΒΣΚΥ: [436, 1277, 864, 1306]
byline: ΚΑΛΛΑΒΡΟΣ: [431, 1499, 527, 1514]
subheadline: ΑΝΕΧΩΡΗΣΕΝ ΕΚ ΘΕΣΣΑΛΟΝΙΚΗΣ: [493, 1963, 807, 1992]
subheadline: ΔΙΑ ΤΑΣ ΑΥΣΤΡΟΓΕΡΜΑΝ. ΚΙΝΗΣΕΙΣ: [1111, 1337, 1467, 1368]
divider: [318, 792, 533, 793]
article-column: [655, 1746, 982, 1915]
divider: [543, 853, 758, 854]
headline: ΕΠΙΘΕΣΙΣ ΕΝ ΝΙΟΥΠΟΡΤ: [342, 795, 509, 815]
article-body: Ὁ ἐν Βουκουρεστίῳ ἀνταποκριτὴς τοῦ «Βερολινοῦ Ταχυδρόμου» γράφει τὰ ἑξῆς: Ἡ συγκέντρωσις τῶν Γερμανικῶν στρατευμάτων εἰς τὰ Σερβορουμανικὰ σύνορα οὐδένα ἄλλον ἔχει σκοπὸν ἢ νὰ ἐκφοβίσῃ τὴν Ρουμανίαν καὶ νὰ ματαιώσῃ τὴν δημοσίαν ἐν Ρουμανίᾳ γνώμην. Ὅλαι τὰς ρουμανικὰς ἐφημερίδας αἱ κινήσεις τῶν Αὐστρογερμανῶν γεννῶσι τὴν ὑποψίαν ὅτι προπαρασκευάζεται ὁριστικὴ ἐπίθεσις.: [990, 1373, 1284, 1533]
subheadline: ΠΑΡΑ ΤΩ ΠΑΠΑ: [353, 1011, 498, 1033]
subheadline: ΦΟΝΟΙ ΚΑΙ ΛΗΣΤΕΙΑΙ ΕΙΣ ΣΟΥΜΠΟΣΚΟ: [517, 1992, 783, 2012]
article-body: Κατὰ τηλεγράφημα τοῦ ἀστυνόμου Βουδοῦντος Τρικκάλων εἰς τὸ χωρίον Ζαπαίπλης ὁ Α. Τόλιας δι' οἰκογενειακοὺς λόγους ἐφόνευσε τὸν ἀδελφόν του Εὐάγγελον.: [12, 1173, 310, 1236]
article-column: [767, 519, 982, 1121]
subheadline: ΠΑΡΟΥΣΙΑ ΟΛΩΝ ΤΩΝ ΠΡΕΣΒΕΥΤΩΝ: [417, 424, 883, 455]
